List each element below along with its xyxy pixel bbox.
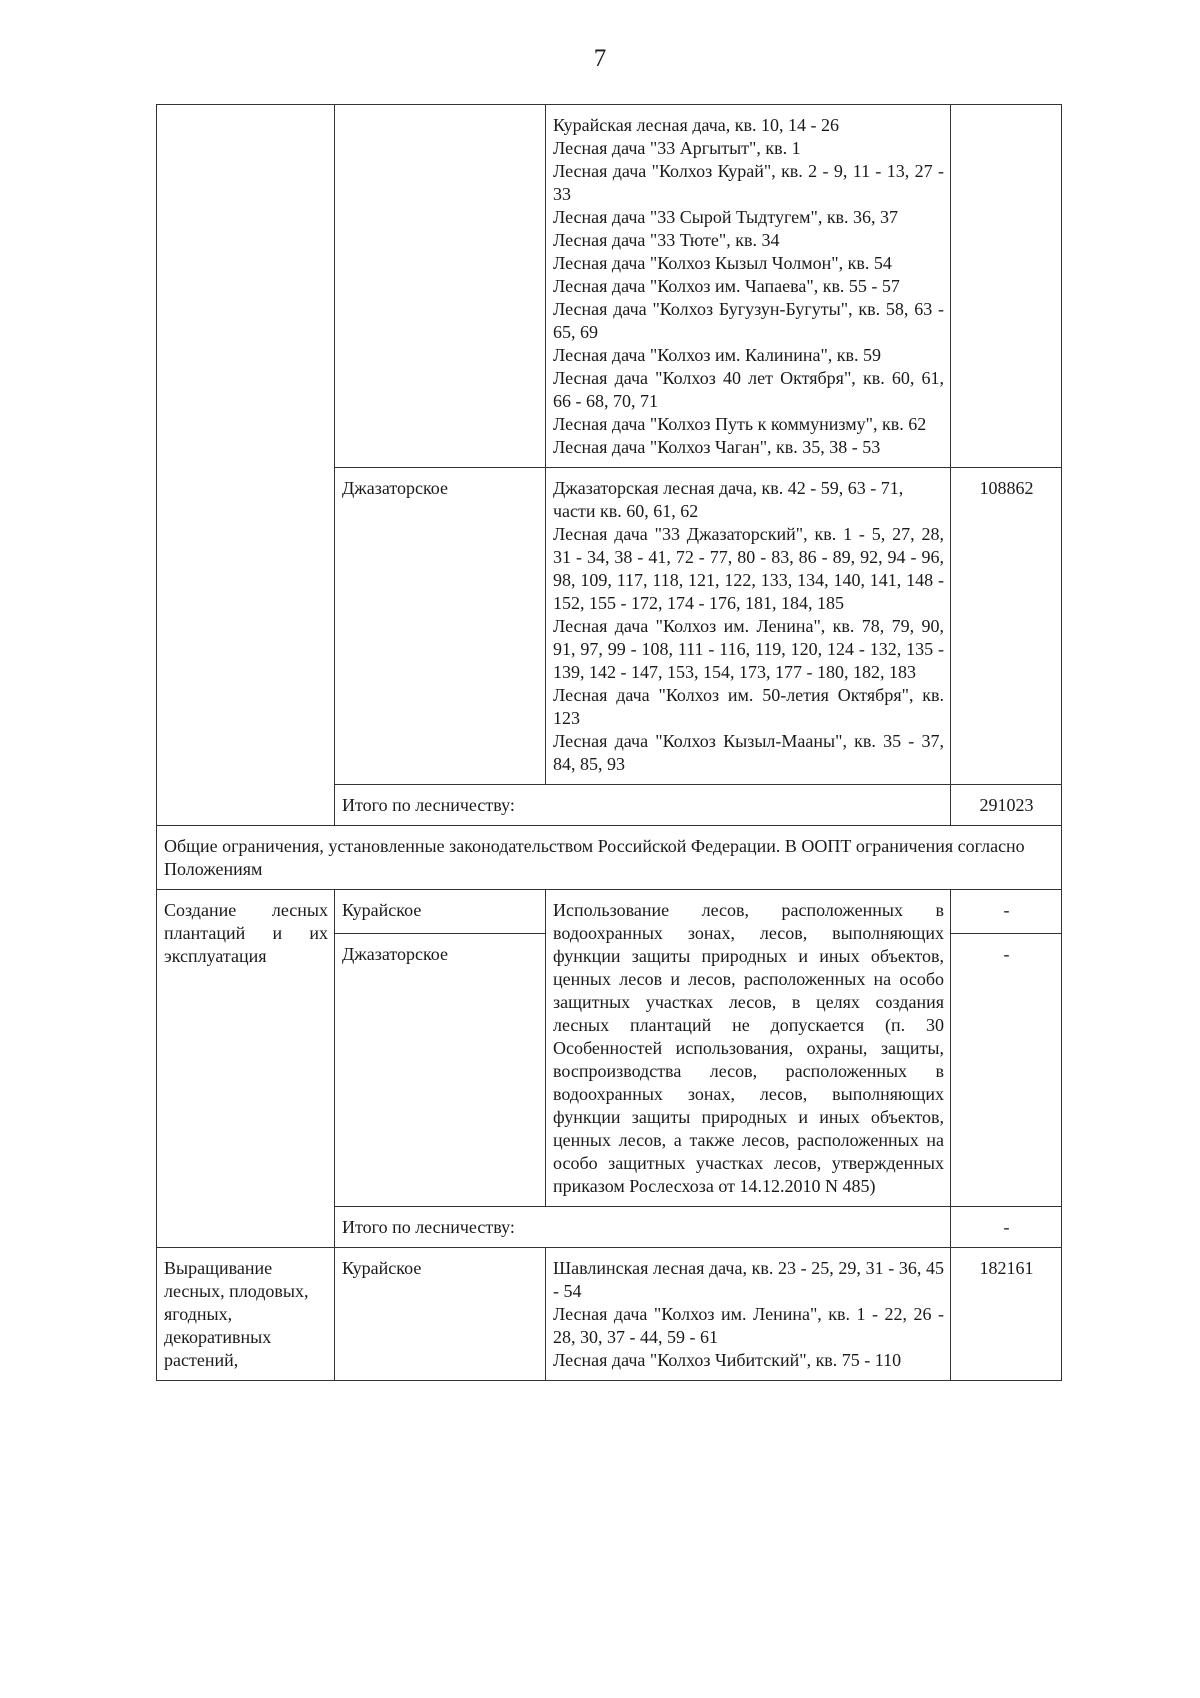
forest-use-table bbox=[156, 104, 1062, 1381]
list-item: Лесная дача "Колхоз Бугузун-Бугуты", кв. 58, 63 - 65, 69 bbox=[553, 299, 944, 342]
list-item: Лесная дача "Колхоз им. Ленина", кв. 78, 79, 90, 91, 97, 99 - 108, 111 - 116, 119, 120, 124 - 132, 135 - 139, 142 - 147, 153, 154, 173, 177 - 180, 182, 183 bbox=[553, 616, 944, 682]
list-item: Курайская лесная дача, кв. 10, 14 - 26 bbox=[553, 115, 840, 135]
list-item: Лесная дача "Колхоз им. Калинина", кв. 59 bbox=[553, 345, 882, 365]
total-label: Итого по лесничеству: bbox=[335, 785, 951, 826]
dzhazator-entries-cell bbox=[546, 468, 951, 785]
forestry-name: Джазаторское bbox=[335, 468, 546, 785]
total-label: Итого по лесничеству: bbox=[335, 1207, 951, 1248]
list-item: Лесная дача "33 Сырой Тыдтугем", кв. 36, 37 bbox=[553, 207, 899, 227]
general-restrictions-text: Общие ограничения, установленные законодательством Российской Федерации. В ООПТ ограничения согласно Положениям bbox=[157, 826, 1062, 890]
list-item: Лесная дача "Колхоз 40 лет Октября", кв. 60, 61, 66 - 68, 70, 71 bbox=[553, 368, 944, 411]
list-item: Лесная дача "Колхоз им. Ленина", кв. 1 - 22, 26 - 28, 30, 37 - 44, 59 - 61 bbox=[553, 1304, 944, 1347]
list-item: Лесная дача "33 Джазаторский", кв. 1 - 5, 27, 28, 31 - 34, 38 - 41, 72 - 77, 80 - 83, 86 - 89, 92, 94 - 96, 98, 109, 117, 118, 121, 122, 133, 134, 140, 141, 148 - 152, 155 - 172, 174 - 176, 181, 184, 185 bbox=[553, 524, 944, 613]
list-item: Лесная дача "Колхоз Курай", кв. 2 - 9, 11 - 13, 27 - 33 bbox=[553, 161, 944, 204]
growing-entries-cell bbox=[546, 1248, 951, 1381]
area-value: - bbox=[1003, 944, 1010, 964]
activity-name: Выращивание лесных, плодовых, ягодных, декоративных растений, bbox=[157, 1248, 335, 1381]
activity-name: Создание лесных плантаций и их эксплуатация bbox=[157, 890, 335, 1248]
area-cell-empty bbox=[951, 105, 1062, 468]
area-value: 182161 bbox=[951, 1248, 1062, 1381]
kurai-entries-cell bbox=[546, 105, 951, 468]
list-item: Лесная дача "Колхоз Кызыл-Мааны", кв. 35 - 37, 84, 85, 93 bbox=[553, 731, 944, 774]
list-item: Шавлинская лесная дача, кв. 23 - 25, 29, 31 - 36, 45 - 54 bbox=[553, 1258, 944, 1301]
table-row bbox=[157, 1248, 1062, 1381]
area-value: - bbox=[951, 890, 1061, 934]
total-value: 291023 bbox=[951, 785, 1062, 826]
value-split-cell bbox=[951, 890, 1062, 1207]
forestry-name: Джазаторское bbox=[342, 944, 448, 964]
list-item: Лесная дача "33 Аргытыт", кв. 1 bbox=[553, 138, 801, 158]
table-row bbox=[157, 890, 1062, 1207]
list-item: Лесная дача "Колхоз им. Чапаева", кв. 55 - 57 bbox=[553, 276, 900, 296]
list-item: Джазаторская лесная дача, кв. 42 - 59, 63 - 71, bbox=[553, 478, 904, 498]
list-item: Лесная дача "Колхоз Чибитский", кв. 75 - 110 bbox=[553, 1350, 902, 1370]
list-item: Лесная дача "Колхоз Кызыл Чолмон", кв. 54 bbox=[553, 253, 892, 273]
total-value: - bbox=[951, 1207, 1062, 1248]
page-number: 7 bbox=[593, 45, 607, 72]
list-item: Лесная дача "Колхоз Путь к коммунизму", кв. 62 bbox=[553, 414, 927, 434]
list-item: Лесная дача "Колхоз им. 50-летия Октября", кв. 123 bbox=[553, 685, 944, 728]
forestry-name: Курайское bbox=[335, 1248, 546, 1381]
list-item: части кв. 60, 61, 62 bbox=[553, 501, 699, 521]
area-value: 108862 bbox=[951, 468, 1062, 785]
forestry-split-cell bbox=[335, 890, 546, 1207]
activity-cell-empty bbox=[157, 105, 335, 826]
plantations-description: Использование лесов, расположенных в водоохранных зонах, лесов, выполняющих функции защиты природных и иных объектов, ценных лесов и лесов, расположенных на особо защитных участках лесов, в целях создания лесных плантаций не допускается (п. 30 Особенностей использования, охраны, защиты, воспроизводства лесов, расположенных в водоохранных зонах, лесов, выполняющих функции защиты природных и иных объектов, ценных лесов, а также лесов, расположенных на особо защитных участках лесов, утвержденных приказом Рослесхоза от 14.12.2010 N 485) bbox=[546, 890, 951, 1207]
list-item: Лесная дача "Колхоз Чаган", кв. 35, 38 - 53 bbox=[553, 437, 881, 457]
list-item: Лесная дача "33 Тюте", кв. 34 bbox=[553, 230, 780, 250]
table-row bbox=[157, 105, 1062, 468]
table-row bbox=[157, 826, 1062, 890]
forestry-name: Курайское bbox=[335, 890, 545, 934]
forestry-cell-empty bbox=[335, 105, 546, 468]
